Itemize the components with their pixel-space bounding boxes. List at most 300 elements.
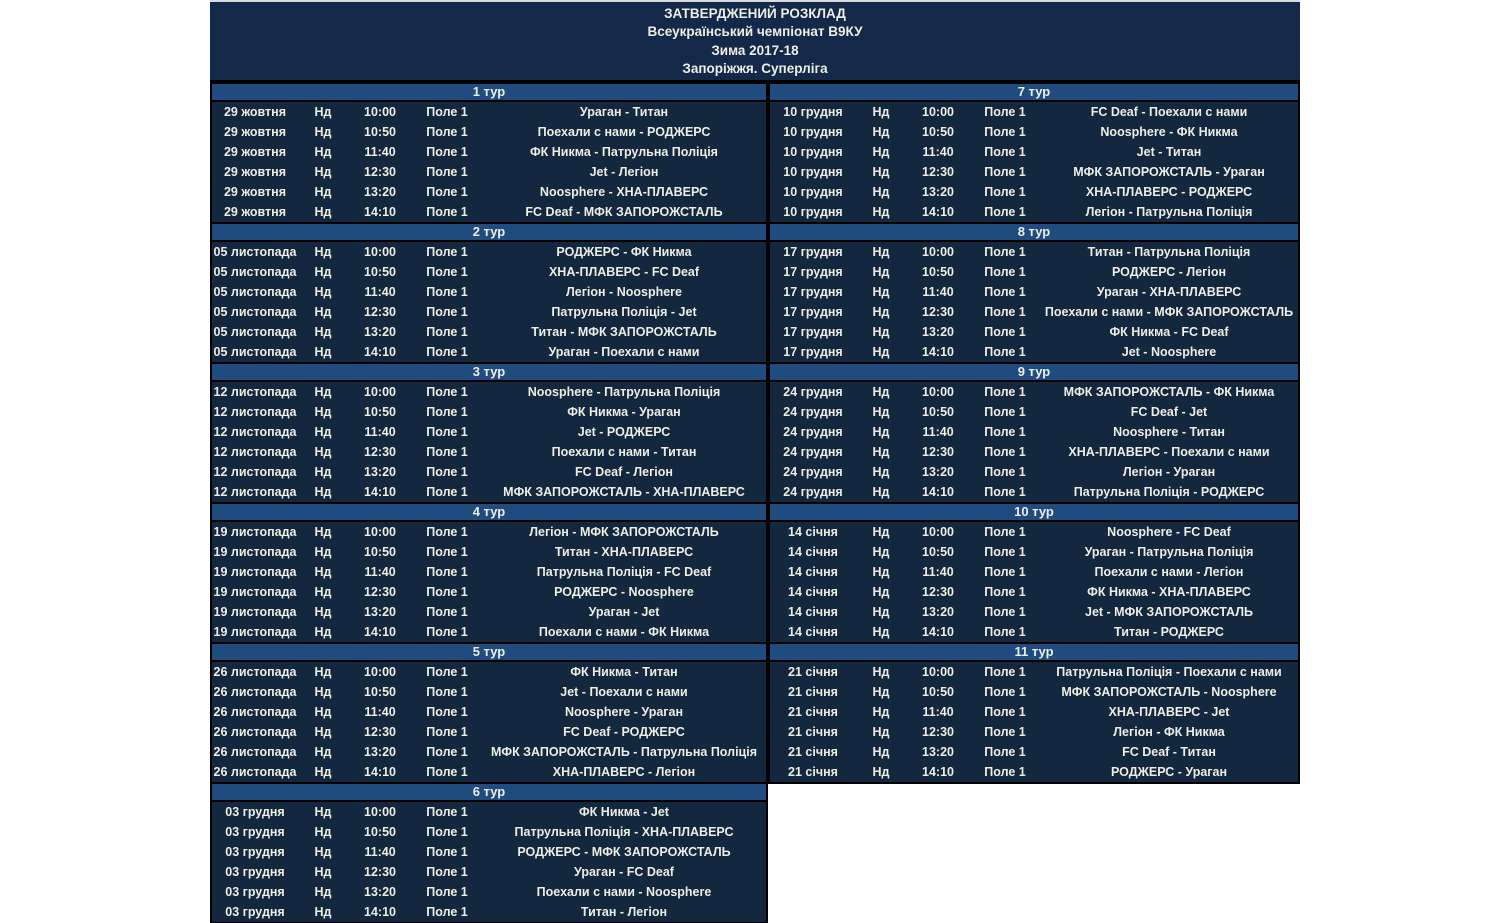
match-day-cell: Нд [314, 565, 332, 579]
match-teams-cell: Титан - ХНА-ПЛАВЕРС [554, 545, 694, 559]
match-time-cell: 11:40 [364, 425, 396, 439]
round-block [210, 222, 768, 362]
match-teams-cell: Ураган - FC Deaf [574, 865, 674, 879]
match-date-cell: 21 січня [788, 685, 838, 699]
match-teams-cell: ХНА-ПЛАВЕРС - FC Deaf [548, 265, 700, 279]
match-time-cell: 13:20 [922, 605, 954, 619]
round-block [768, 222, 1300, 362]
match-date-cell: 26 листопада [213, 705, 297, 719]
title-line-approved: ЗАТВЕРДЖЕНИЙ РОЗКЛАД [664, 5, 846, 21]
match-time-cell: 13:20 [364, 605, 396, 619]
match-date-cell: 12 листопада [213, 485, 297, 499]
match-teams-cell: Титан - Легіон [580, 905, 668, 919]
match-field-cell: Поле 1 [984, 685, 1026, 699]
round-header: 2 тур [212, 222, 766, 242]
match-teams-cell: Ураган - Jet [588, 605, 660, 619]
match-row [212, 822, 766, 842]
match-date-cell: 21 січня [788, 705, 838, 719]
match-date-cell: 26 листопада [213, 765, 297, 779]
match-date-cell: 29 жовтня [223, 105, 287, 119]
match-time-cell: 12:30 [364, 165, 396, 179]
match-date-cell: 05 листопада [213, 325, 297, 339]
match-day-cell: Нд [314, 605, 332, 619]
match-teams-cell: Поехали с нами - РОДЖЕРС [537, 125, 711, 139]
match-time-cell: 10:50 [364, 265, 396, 279]
match-date-cell: 17 грудня [783, 345, 843, 359]
match-time-cell: 10:50 [922, 405, 954, 419]
match-teams-cell: Noosphere - Патрульна Поліція [527, 385, 721, 399]
match-teams-cell: ФК Никма - Титан [570, 665, 678, 679]
match-day-cell: Нд [872, 665, 890, 679]
match-time-cell: 10:50 [364, 685, 396, 699]
match-day-cell: Нд [314, 305, 332, 319]
match-field-cell: Поле 1 [984, 545, 1026, 559]
match-row [212, 722, 766, 742]
match-field-cell: Поле 1 [426, 305, 468, 319]
match-time-cell: 12:30 [922, 725, 954, 739]
match-time-cell: 14:10 [364, 765, 396, 779]
match-field-cell: Поле 1 [426, 805, 468, 819]
match-field-cell: Поле 1 [426, 545, 468, 559]
match-teams-cell: МФК ЗАПОРОЖСТАЛЬ - ХНА-ПЛАВЕРС [503, 485, 745, 499]
match-field-cell: Поле 1 [984, 665, 1026, 679]
match-date-cell: 14 січня [788, 605, 838, 619]
match-date-cell: 03 грудня [225, 825, 285, 839]
match-day-cell: Нд [314, 745, 332, 759]
match-time-cell: 11:40 [922, 565, 954, 579]
match-date-cell: 24 грудня [783, 445, 843, 459]
match-date-cell: 03 грудня [225, 865, 285, 879]
match-field-cell: Поле 1 [426, 845, 468, 859]
match-time-cell: 10:00 [922, 525, 954, 539]
match-field-cell: Поле 1 [426, 325, 468, 339]
match-day-cell: Нд [872, 385, 890, 399]
match-field-cell: Поле 1 [426, 165, 468, 179]
match-row [212, 382, 766, 402]
match-day-cell: Нд [314, 905, 332, 919]
match-field-cell: Поле 1 [984, 425, 1026, 439]
match-teams-cell: Jet - Noosphere [1121, 345, 1217, 359]
match-teams-cell: Легіон - МФК ЗАПОРОЖСТАЛЬ [529, 525, 719, 539]
match-teams-cell: Ураган - Патрульна Поліція [1084, 545, 1254, 559]
match-teams-cell: ХНА-ПЛАВЕРС - Поехали с нами [1068, 445, 1270, 459]
match-day-cell: Нд [872, 685, 890, 699]
match-field-cell: Поле 1 [426, 525, 468, 539]
match-field-cell: Поле 1 [984, 265, 1026, 279]
match-date-cell: 03 грудня [225, 905, 285, 919]
match-day-cell: Нд [314, 325, 332, 339]
match-teams-cell: Jet - МФК ЗАПОРОЖСТАЛЬ [1085, 605, 1253, 619]
match-field-cell: Поле 1 [426, 865, 468, 879]
match-time-cell: 11:40 [364, 565, 396, 579]
match-field-cell: Поле 1 [426, 745, 468, 759]
match-date-cell: 12 листопада [213, 465, 297, 479]
match-teams-cell: Патрульна Поліція - Поехали с нами [1056, 665, 1282, 679]
match-date-cell: 26 листопада [213, 685, 297, 699]
match-row [212, 322, 766, 342]
match-time-cell: 10:00 [364, 245, 396, 259]
round-header: 8 тур [770, 222, 1298, 242]
match-day-cell: Нд [314, 165, 332, 179]
match-day-cell: Нд [872, 625, 890, 639]
match-day-cell: Нд [872, 125, 890, 139]
match-day-cell: Нд [314, 145, 332, 159]
match-row [212, 582, 766, 602]
match-teams-cell: Титан - Патрульна Поліція [1087, 245, 1251, 259]
match-date-cell: 03 грудня [225, 805, 285, 819]
match-field-cell: Поле 1 [984, 485, 1026, 499]
match-time-cell: 13:20 [364, 745, 396, 759]
match-teams-cell: Поехали с нами - Легіон [1094, 565, 1244, 579]
match-date-cell: 21 січня [788, 665, 838, 679]
match-day-cell: Нд [314, 585, 332, 599]
match-row [770, 602, 1298, 622]
match-teams-cell: МФК ЗАПОРОЖСТАЛЬ - ФК Никма [1063, 385, 1275, 399]
match-day-cell: Нд [314, 105, 332, 119]
match-teams-cell: МФК ЗАПОРОЖСТАЛЬ - Noosphere [1061, 685, 1277, 699]
match-row [770, 542, 1298, 562]
match-date-cell: 19 листопада [213, 545, 297, 559]
round-header: 4 тур [212, 502, 766, 522]
match-row [212, 902, 766, 922]
match-field-cell: Поле 1 [426, 625, 468, 639]
match-day-cell: Нд [872, 565, 890, 579]
match-time-cell: 10:50 [364, 545, 396, 559]
match-time-cell: 12:30 [922, 585, 954, 599]
match-time-cell: 12:30 [364, 865, 396, 879]
match-teams-cell: Патрульна Поліція - FC Deaf [536, 565, 712, 579]
match-field-cell: Поле 1 [426, 345, 468, 359]
match-date-cell: 26 листопада [213, 745, 297, 759]
match-teams-cell: ФК Никма - FC Deaf [1109, 325, 1229, 339]
match-date-cell: 29 жовтня [223, 165, 287, 179]
match-day-cell: Нд [314, 665, 332, 679]
match-day-cell: Нд [314, 825, 332, 839]
match-date-cell: 29 жовтня [223, 205, 287, 219]
match-time-cell: 14:10 [922, 625, 954, 639]
round-header: 3 тур [212, 362, 766, 382]
match-date-cell: 29 жовтня [223, 145, 287, 159]
match-teams-cell: Поехали с нами - Noosphere [536, 885, 712, 899]
match-field-cell: Поле 1 [426, 825, 468, 839]
match-day-cell: Нд [314, 725, 332, 739]
match-teams-cell: Jet - Титан [1136, 145, 1202, 159]
match-date-cell: 05 листопада [213, 305, 297, 319]
match-field-cell: Поле 1 [984, 725, 1026, 739]
match-field-cell: Поле 1 [426, 245, 468, 259]
match-day-cell: Нд [314, 385, 332, 399]
match-time-cell: 13:20 [364, 465, 396, 479]
match-field-cell: Поле 1 [426, 125, 468, 139]
match-date-cell: 21 січня [788, 745, 838, 759]
match-teams-cell: ХНА-ПЛАВЕРС - Jet [1108, 705, 1230, 719]
match-field-cell: Поле 1 [426, 685, 468, 699]
match-teams-cell: Патрульна Поліція - Jet [551, 305, 697, 319]
match-time-cell: 13:20 [922, 325, 954, 339]
match-time-cell: 10:50 [922, 685, 954, 699]
match-time-cell: 14:10 [364, 625, 396, 639]
match-field-cell: Поле 1 [426, 425, 468, 439]
match-day-cell: Нд [314, 445, 332, 459]
match-row [212, 182, 766, 202]
match-time-cell: 13:20 [364, 885, 396, 899]
match-row [212, 342, 766, 362]
match-field-cell: Поле 1 [984, 385, 1026, 399]
match-day-cell: Нд [872, 525, 890, 539]
match-row [770, 402, 1298, 422]
round-block [768, 642, 1300, 784]
match-teams-cell: FC Deaf - РОДЖЕРС [563, 725, 685, 739]
match-teams-cell: Поехали с нами - ФК Никма [538, 625, 710, 639]
match-field-cell: Поле 1 [426, 285, 468, 299]
match-field-cell: Поле 1 [426, 765, 468, 779]
match-row [770, 242, 1298, 262]
match-row [212, 402, 766, 422]
match-day-cell: Нд [872, 445, 890, 459]
match-row [770, 462, 1298, 482]
match-day-cell: Нд [314, 125, 332, 139]
match-day-cell: Нд [872, 545, 890, 559]
match-teams-cell: Noosphere - ХНА-ПЛАВЕРС [539, 185, 709, 199]
match-row [770, 382, 1298, 402]
match-teams-cell: Титан - РОДЖЕРС [1114, 625, 1224, 639]
match-field-cell: Поле 1 [984, 405, 1026, 419]
match-time-cell: 10:00 [922, 665, 954, 679]
match-date-cell: 29 жовтня [223, 125, 287, 139]
match-field-cell: Поле 1 [426, 665, 468, 679]
match-field-cell: Поле 1 [984, 585, 1026, 599]
match-time-cell: 11:40 [364, 845, 396, 859]
match-time-cell: 13:20 [364, 185, 396, 199]
match-time-cell: 10:00 [364, 525, 396, 539]
match-field-cell: Поле 1 [984, 625, 1026, 639]
match-row [212, 882, 766, 902]
match-time-cell: 11:40 [922, 145, 954, 159]
match-field-cell: Поле 1 [984, 305, 1026, 319]
match-time-cell: 10:50 [922, 545, 954, 559]
match-date-cell: 24 грудня [783, 385, 843, 399]
match-date-cell: 10 грудня [783, 185, 843, 199]
match-time-cell: 14:10 [922, 205, 954, 219]
round-header: 7 тур [770, 82, 1298, 102]
match-time-cell: 13:20 [922, 185, 954, 199]
match-teams-cell: Jet - Поехали с нами [560, 685, 688, 699]
match-time-cell: 10:00 [364, 105, 396, 119]
match-date-cell: 14 січня [788, 565, 838, 579]
match-day-cell: Нд [314, 265, 332, 279]
match-teams-cell: Ураган - Титан [579, 105, 669, 119]
match-date-cell: 29 жовтня [223, 185, 287, 199]
match-teams-cell: Ураган - Поехали с нами [548, 345, 700, 359]
match-date-cell: 12 листопада [213, 425, 297, 439]
match-time-cell: 10:00 [922, 105, 954, 119]
match-day-cell: Нд [872, 585, 890, 599]
match-teams-cell: МФК ЗАПОРОЖСТАЛЬ - Ураган [1073, 165, 1265, 179]
match-field-cell: Поле 1 [984, 345, 1026, 359]
match-date-cell: 05 листопада [213, 285, 297, 299]
match-teams-cell: Noosphere - Ураган [565, 705, 683, 719]
match-time-cell: 11:40 [922, 705, 954, 719]
match-field-cell: Поле 1 [984, 565, 1026, 579]
rounds-column-right [768, 82, 1300, 784]
match-row [770, 142, 1298, 162]
match-row [770, 662, 1298, 682]
match-date-cell: 10 грудня [783, 205, 843, 219]
match-time-cell: 14:10 [922, 765, 954, 779]
round-header: 10 тур [770, 502, 1298, 522]
match-time-cell: 10:50 [364, 125, 396, 139]
match-teams-cell: ХНА-ПЛАВЕРС - Легіон [552, 765, 696, 779]
match-date-cell: 14 січня [788, 545, 838, 559]
match-day-cell: Нд [314, 845, 332, 859]
match-row [770, 702, 1298, 722]
match-day-cell: Нд [872, 465, 890, 479]
match-day-cell: Нд [872, 765, 890, 779]
match-day-cell: Нд [872, 185, 890, 199]
match-day-cell: Нд [314, 705, 332, 719]
match-day-cell: Нд [314, 205, 332, 219]
match-date-cell: 10 грудня [783, 125, 843, 139]
match-time-cell: 10:00 [364, 805, 396, 819]
match-time-cell: 11:40 [922, 285, 954, 299]
match-day-cell: Нд [314, 425, 332, 439]
match-row [212, 762, 766, 782]
schedule-table [210, 0, 1300, 923]
match-field-cell: Поле 1 [426, 885, 468, 899]
match-teams-cell: Легіон - Ураган [1122, 465, 1216, 479]
match-date-cell: 12 листопада [213, 405, 297, 419]
match-row [770, 442, 1298, 462]
match-field-cell: Поле 1 [984, 445, 1026, 459]
title-line-season: Зима 2017-18 [711, 42, 799, 58]
match-teams-cell: РОДЖЕРС - МФК ЗАПОРОЖСТАЛЬ [517, 845, 731, 859]
round-block [768, 362, 1300, 502]
match-field-cell: Поле 1 [984, 165, 1026, 179]
match-day-cell: Нд [872, 745, 890, 759]
match-day-cell: Нд [872, 165, 890, 179]
match-row [770, 122, 1298, 142]
match-date-cell: 17 грудня [783, 285, 843, 299]
match-row [212, 482, 766, 502]
match-day-cell: Нд [872, 405, 890, 419]
match-date-cell: 19 листопада [213, 585, 297, 599]
match-date-cell: 19 листопада [213, 605, 297, 619]
match-row [212, 862, 766, 882]
match-row [770, 182, 1298, 202]
match-teams-cell: Jet - Легіон [589, 165, 659, 179]
match-row [212, 522, 766, 542]
match-day-cell: Нд [314, 345, 332, 359]
match-day-cell: Нд [872, 305, 890, 319]
match-time-cell: 14:10 [364, 485, 396, 499]
match-date-cell: 24 грудня [783, 465, 843, 479]
match-day-cell: Нд [872, 265, 890, 279]
match-field-cell: Поле 1 [984, 125, 1026, 139]
round-header: 1 тур [212, 82, 766, 102]
match-row [212, 422, 766, 442]
round-header: 9 тур [770, 362, 1298, 382]
round-block [768, 82, 1300, 222]
match-row [770, 102, 1298, 122]
match-teams-cell: FC Deaf - Поехали с нами [1090, 105, 1248, 119]
match-day-cell: Нд [872, 105, 890, 119]
match-date-cell: 21 січня [788, 725, 838, 739]
match-date-cell: 14 січня [788, 585, 838, 599]
match-teams-cell: Легіон - Патрульна Поліція [1085, 205, 1253, 219]
match-time-cell: 10:00 [364, 665, 396, 679]
match-time-cell: 10:50 [922, 125, 954, 139]
match-row [770, 722, 1298, 742]
match-date-cell: 17 грудня [783, 245, 843, 259]
match-field-cell: Поле 1 [984, 765, 1026, 779]
match-day-cell: Нд [872, 285, 890, 299]
match-teams-cell: ФК Никма - ХНА-ПЛАВЕРС [1087, 585, 1251, 599]
match-row [212, 622, 766, 642]
match-time-cell: 11:40 [364, 705, 396, 719]
match-field-cell: Поле 1 [426, 725, 468, 739]
match-row [212, 742, 766, 762]
match-time-cell: 12:30 [922, 305, 954, 319]
match-time-cell: 13:20 [364, 325, 396, 339]
match-teams-cell: Noosphere - FC Deaf [1107, 525, 1231, 539]
match-time-cell: 10:50 [364, 405, 396, 419]
match-date-cell: 19 листопада [213, 525, 297, 539]
match-day-cell: Нд [314, 805, 332, 819]
match-date-cell: 14 січня [788, 525, 838, 539]
match-row [212, 842, 766, 862]
match-day-cell: Нд [314, 685, 332, 699]
match-day-cell: Нд [872, 705, 890, 719]
table-title-block [210, 0, 1300, 82]
match-time-cell: 13:20 [922, 745, 954, 759]
match-day-cell: Нд [314, 865, 332, 879]
match-row [212, 542, 766, 562]
match-time-cell: 12:30 [364, 725, 396, 739]
match-teams-cell: FC Deaf - Титан [1122, 745, 1216, 759]
match-field-cell: Поле 1 [426, 265, 468, 279]
match-row [212, 462, 766, 482]
match-day-cell: Нд [872, 485, 890, 499]
match-row [770, 262, 1298, 282]
match-day-cell: Нд [314, 765, 332, 779]
match-date-cell: 14 січня [788, 625, 838, 639]
match-teams-cell: FC Deaf - МФК ЗАПОРОЖСТАЛЬ [525, 205, 723, 219]
match-day-cell: Нд [314, 545, 332, 559]
round-header: 11 тур [770, 642, 1298, 662]
match-field-cell: Поле 1 [984, 745, 1026, 759]
match-date-cell: 17 грудня [783, 265, 843, 279]
match-row [212, 702, 766, 722]
match-row [770, 622, 1298, 642]
match-time-cell: 12:30 [364, 585, 396, 599]
match-teams-cell: ХНА-ПЛАВЕРС - РОДЖЕРС [1085, 185, 1253, 199]
match-field-cell: Поле 1 [426, 485, 468, 499]
match-date-cell: 10 грудня [783, 165, 843, 179]
match-field-cell: Поле 1 [426, 145, 468, 159]
match-time-cell: 14:10 [364, 345, 396, 359]
match-date-cell: 24 грудня [783, 405, 843, 419]
match-day-cell: Нд [314, 485, 332, 499]
match-time-cell: 10:50 [922, 265, 954, 279]
round-block [768, 502, 1300, 642]
match-day-cell: Нд [314, 625, 332, 639]
match-date-cell: 24 грудня [783, 485, 843, 499]
match-day-cell: Нд [872, 605, 890, 619]
match-row [770, 422, 1298, 442]
match-teams-cell: FC Deaf - Jet [1130, 405, 1208, 419]
match-date-cell: 17 грудня [783, 305, 843, 319]
match-day-cell: Нд [314, 185, 332, 199]
